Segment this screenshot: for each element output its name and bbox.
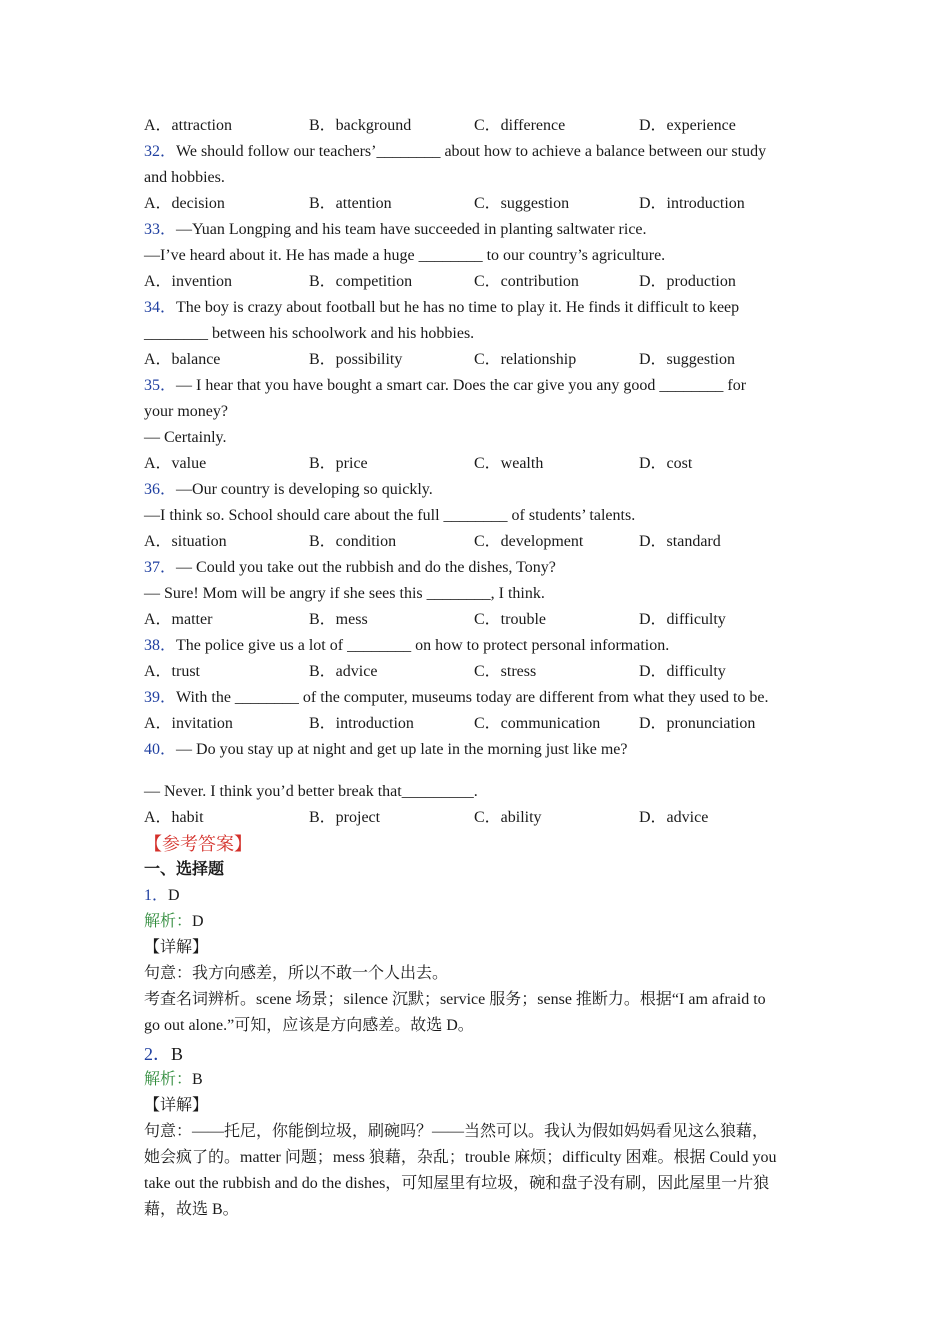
answer-1-letter: D [168,887,180,904]
option-b: B．project [309,809,381,826]
answer-1-explanation-line1: 句意：我方向感差，所以不敢一个人出去。 [144,965,449,982]
answer-2-letter: B [171,1044,184,1064]
q37-stem-line1 [144,555,814,581]
option-d: D．advice [639,809,709,826]
option-c: C．stress [474,663,537,680]
answer-1-detail-label: 【详解】 [144,939,209,956]
answer-2-line [144,1041,814,1067]
option-d: D．difficulty [639,663,726,680]
option-b: B．competition [309,273,413,290]
jiexi-label: 解析： [144,913,193,930]
option-b: B．mess [309,611,368,628]
option-c: C．ability [474,809,542,826]
option-c: C．development [474,533,584,550]
q31-options [144,113,814,139]
q36-stem-line1 [144,477,814,503]
q35-text: — I hear that you have bought a smart car. Does the car give you any good ________ for [176,377,747,394]
q34-options [144,347,814,373]
q34-number: 34． [144,299,177,316]
q39-number: 39． [144,689,177,706]
option-a: A．value [144,455,207,472]
answer-1-explanation-line3: go out alone.”可知，应该是方向感差。故选 D。 [144,1017,474,1034]
q38-number: 38． [144,637,177,654]
jiexi-value: B [192,1071,203,1088]
q32-number: 32． [144,143,177,160]
option-a: A．matter [144,611,213,628]
option-b: B．possibility [309,351,403,368]
q40-options [144,805,814,831]
option-a: A．habit [144,809,204,826]
option-b: B．introduction [309,715,414,732]
q33-stem-line2: —I’ve heard about it. He has made a huge ________ to our country’s agriculture. [144,247,666,264]
answer-2-jiexi [144,1067,814,1093]
document-page [144,113,814,1223]
q36-stem-line2: —I think so. School should care about the full ________ of students’ talents. [144,507,636,524]
option-a: A．invention [144,273,232,290]
q34-text: The boy is crazy about football but he has no time to play it. He finds it difficult to keep [176,299,740,316]
q35-stem-line1 [144,373,814,399]
q33-options [144,269,814,295]
q35-stem-line2: your money? [144,403,228,420]
answer-2-explanation-line2: 她会疯了的。matter 问题；mess 狼藉，杂乱；trouble 麻烦；difficulty 困难。根据 Could you [144,1149,777,1166]
q33-text: —Yuan Longping and his team have succeeded in planting saltwater rice. [176,221,647,238]
q33-number: 33． [144,221,177,238]
option-d: D．production [639,273,736,290]
q37-number: 37． [144,559,177,576]
q36-text: —Our country is developing so quickly. [176,481,433,498]
option-d: D．pronunciation [639,715,756,732]
q38-stem-line1 [144,633,814,659]
q32-stem-line1 [144,139,814,165]
answer-2-number: 2． [144,1044,171,1064]
option-a: A．invitation [144,715,233,732]
q40-stem-line1 [144,737,814,763]
q34-stem-line2: ________ between his schoolwork and his hobbies. [144,325,475,342]
answer-1-explanation-line2: 考查名词辨析。scene 场景；silence 沉默；service 服务；sense 推断力。根据“I am afraid to [144,991,766,1008]
q37-options [144,607,814,633]
q37-stem-line2: — Sure! Mom will be angry if she sees this ________, I think. [144,585,545,602]
option-d: D．suggestion [639,351,736,368]
option-d: D．cost [639,455,693,472]
q40-text: — Do you stay up at night and get up late in the morning just like me? [176,741,628,758]
q36-number: 36． [144,481,177,498]
q38-options [144,659,814,685]
q32-options [144,191,814,217]
option-b: B．condition [309,533,397,550]
q32-stem-line2: and hobbies. [144,169,225,186]
q36-options [144,529,814,555]
q35-stem-line3: — Certainly. [144,429,227,446]
option-c: C．contribution [474,273,579,290]
option-c: C．relationship [474,351,577,368]
answer-2-explanation-line4: 藉，故选 B。 [144,1201,239,1218]
option-c: C．trouble [474,611,546,628]
answer-1-jiexi [144,909,814,935]
jiexi-value: D [192,913,204,930]
q40-number: 40． [144,741,177,758]
option-b: B．background [309,117,412,134]
section-heading: 一、选择题 [144,861,225,878]
option-d: D．standard [639,533,721,550]
option-a: A．attraction [144,117,232,134]
option-d: D．difficulty [639,611,726,628]
answer-2-explanation-line1: 句意：——托尼，你能倒垃圾，刷碗吗？——当然可以。我认为假如妈妈看见这么狼藉， [144,1123,769,1140]
q39-options [144,711,814,737]
option-d: D．experience [639,117,736,134]
q39-text: With the ________ of the computer, museums today are different from what they used to be. [176,689,769,706]
jiexi-label: 解析： [144,1071,193,1088]
q38-text: The police give us a lot of ________ on how to protect personal information. [176,637,670,654]
q37-text: — Could you take out the rubbish and do the dishes, Tony? [176,559,556,576]
q32-text: We should follow our teachers’________ about how to achieve a balance between our study [176,143,767,160]
answer-key-heading: 【参考答案】 [144,834,252,854]
option-c: C．difference [474,117,566,134]
answer-1-number: 1． [144,887,169,904]
q35-number: 35． [144,377,177,394]
option-c: C．communication [474,715,601,732]
q34-stem-line1 [144,295,814,321]
option-b: B．price [309,455,368,472]
option-a: A．balance [144,351,221,368]
option-a: A．trust [144,663,201,680]
option-b: B．advice [309,663,378,680]
q39-stem-line1 [144,685,814,711]
q33-stem-line1 [144,217,814,243]
option-b: B．attention [309,195,392,212]
answer-2-detail-label: 【详解】 [144,1097,209,1114]
option-c: C．wealth [474,455,544,472]
q35-options [144,451,814,477]
option-a: A．situation [144,533,227,550]
option-c: C．suggestion [474,195,570,212]
spacer [144,763,814,779]
option-a: A．decision [144,195,225,212]
q40-stem-line2: — Never. I think you’d better break that_________. [144,783,478,800]
option-d: D．introduction [639,195,745,212]
answer-1-line [144,883,814,909]
answer-2-explanation-line3: take out the rubbish and do the dishes，可知屋里有垃圾，碗和盘子没有刷，因此屋里一片狼 [144,1175,770,1192]
